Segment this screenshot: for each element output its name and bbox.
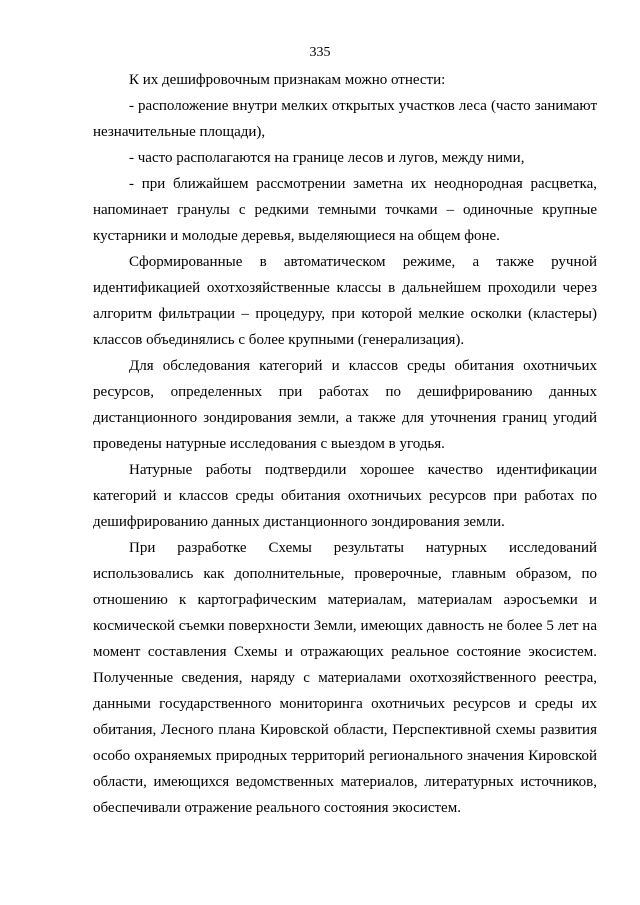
paragraph-list-item-border: - часто располагаются на границе лесов и лугов, между ними, <box>129 150 525 166</box>
paragraph-list-item-location: - расположение внутри мелких открытых участков леса (часто занимают незначительные площади), <box>93 98 597 140</box>
paragraph-scheme-development: При разработке Схемы результаты натурных исследований использовались как дополнительные, проверочные, главным образом, по отношению к картографическим материалам, материалам аэросъемки и космической съемки поверхности Земли, имеющих давность не более 5 лет на момент составления Схемы и отражающих реальное состояние экосистем. Полученные сведения, наряду с материалами охотхозяйственного реестра, данными государственного мониторинга охотничьих ресурсов и среды их обитания, Лесного плана Кировской области, Перспективной схемы развития особо охраняемых природных территорий регионального значения Кировской области, имеющихся ведомственных материалов, литературных источников, обеспечивали отражение реального состояния экосистем. <box>93 540 597 816</box>
document-body <box>93 67 597 821</box>
paragraph-survey-results: Натурные работы подтвердили хорошее качество идентификации категорий и классов среды обитания охотничьих ресурсов при работах по дешифрированию данных дистанционного зондирования земли. <box>93 462 597 530</box>
paragraph-classification: Сформированные в автоматическом режиме, а также ручной идентификацией охотхозяйственные классы в дальнейшем проходили через алгоритм фильтрации – процедуру, при которой мелкие осколки (кластеры) классов объединялись с более крупными (генерализация). <box>93 254 597 348</box>
paragraph-list-item-coloring: - при ближайшем рассмотрении заметна их неоднородная расцветка, напоминает гранулы с редкими темными точками – одиночные крупные кустарники и молодые деревья, выделяющиеся на общем фоне. <box>93 176 597 244</box>
paragraph-features-intro: К их дешифровочным признакам можно отнести: <box>129 72 446 88</box>
paragraph-field-surveys: Для обследования категорий и классов среды обитания охотничьих ресурсов, определенных при работах по дешифрированию данных дистанционного зондирования земли, а также для уточнения границ угодий проведены натурные исследования с выездом в угодья. <box>93 358 597 452</box>
page-number: 335 <box>309 45 331 60</box>
